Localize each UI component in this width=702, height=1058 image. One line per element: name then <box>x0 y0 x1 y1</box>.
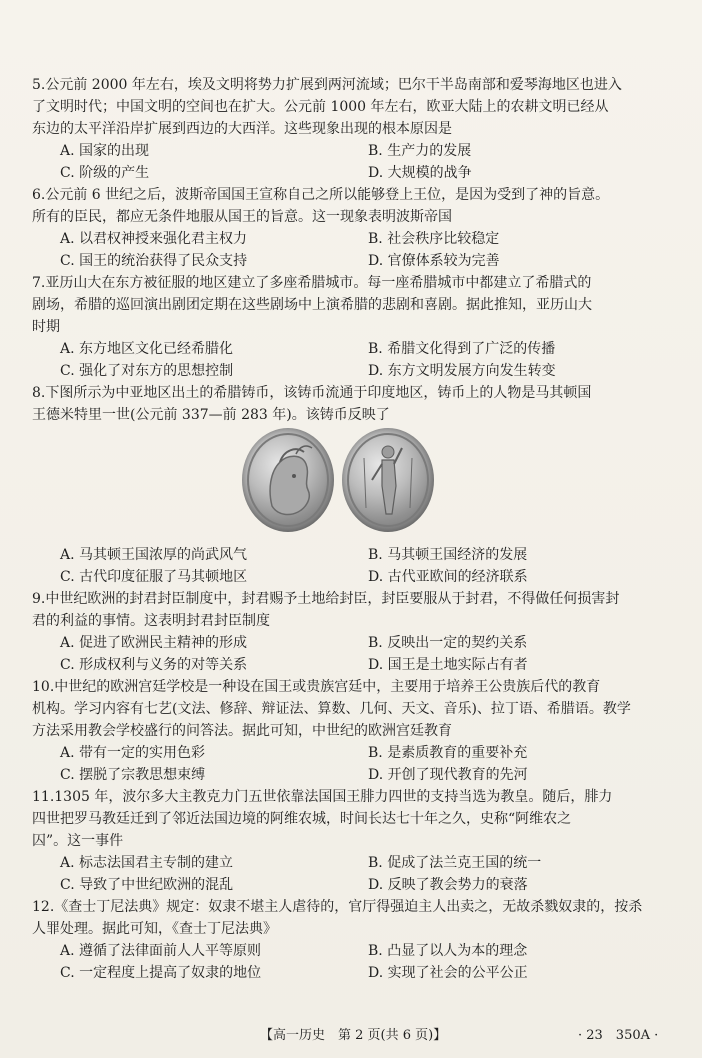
question-10-stem-line-1: 10.中世纪的欧洲宫廷学校是一种设在国王或贵族宫廷中，主要用于培养王公贵族后代的教育 <box>32 679 601 695</box>
question-5-option-b: B. 生产力的发展 <box>368 143 472 159</box>
question-6-option-b: B. 社会秩序比较稳定 <box>368 231 500 247</box>
question-10-options <box>60 742 672 786</box>
question-5-option-a: A. 国家的出现 <box>60 143 150 159</box>
question-11-stem-line-2: 四世把罗马教廷迁到了邻近法国边境的阿维农城，时间长达七十年之久，史称“阿维农之 <box>32 811 572 827</box>
question-10-option-c: C. 摆脱了宗教思想束缚 <box>60 767 206 783</box>
question-10-stem-line-2: 机构。学习内容有七艺(文法、修辞、辩证法、算数、几何、天文、音乐)、拉丁语、希腊语。教学 <box>32 701 631 717</box>
question-9-option-d: D. 国王是土地实际占有者 <box>368 657 528 673</box>
question-8-option-a: A. 马其顿王国浓厚的尚武风气 <box>60 547 248 563</box>
question-6-stem-line-1: 6.公元前 6 世纪之后，波斯帝国国王宣称自己之所以能够登上王位，是因为受到了神的旨意。 <box>32 187 610 203</box>
question-7 <box>32 272 672 382</box>
question-5-option-d: D. 大规模的战争 <box>368 165 472 181</box>
coin-reverse-image <box>342 428 434 532</box>
question-12-option-a: A. 遵循了法律面前人人平等原则 <box>60 943 262 959</box>
question-11-stem-line-1: 11.1305 年，波尔多大主教克力门五世依靠法国国王腓力四世的支持当选为教皇。随后，腓力 <box>32 789 613 805</box>
question-7-stem-line-2: 剧场，希腊的巡回演出剧团定期在这些剧场中上演希腊的悲剧和喜剧。据此推知，亚历山大 <box>32 297 592 313</box>
question-12-stem-line-2: 人罪处理。据此可知，《查士丁尼法典》 <box>32 921 277 937</box>
coin-figure <box>32 428 672 538</box>
question-12-option-c: C. 一定程度上提高了奴隶的地位 <box>60 965 262 981</box>
question-8 <box>32 382 672 588</box>
question-9-stem-line-2: 君的利益的事情。这表明封君封臣制度 <box>32 613 270 629</box>
question-8-options <box>60 544 672 588</box>
question-6 <box>32 184 672 272</box>
question-5-stem-line-2: 了文明时代；中国文明的空间也在扩大。公元前 1000 年左右，欧亚大陆上的农耕文明已经从 <box>32 99 609 115</box>
question-11-stem-line-3: 囚”。这一事件 <box>32 833 124 849</box>
coin-obverse-image <box>242 428 334 532</box>
question-11-options <box>60 852 672 896</box>
question-11-option-d: D. 反映了教会势力的衰落 <box>368 877 528 893</box>
question-7-option-c: C. 强化了对东方的思想控制 <box>60 363 234 379</box>
question-11-option-c: C. 导致了中世纪欧洲的混乱 <box>60 877 234 893</box>
question-5-stem-line-1: 5.公元前 2000 年左右，埃及文明将势力扩展到两河流域；巴尔干半岛南部和爱琴海地区也进入 <box>32 77 622 93</box>
question-7-stem-line-1: 7.亚历山大在东方被征服的地区建立了多座希腊城市。每一座希腊城市中都建立了希腊式的 <box>32 275 592 291</box>
question-9-option-b: B. 反映出一定的契约关系 <box>368 635 528 651</box>
question-8-stem-line-1: 8.下图所示为中亚地区出土的希腊铸币，该铸币流通于印度地区，铸币上的人物是马其顿国 <box>32 385 592 401</box>
question-10-option-d: D. 开创了现代教育的先河 <box>368 767 528 783</box>
question-10-stem-line-3: 方法采用教会学校盛行的问答法。据此可知，中世纪的欧洲宫廷教育 <box>32 723 452 739</box>
question-11 <box>32 786 672 896</box>
question-6-option-a: A. 以君权神授来强化君主权力 <box>60 231 248 247</box>
question-8-option-b: B. 马其顿王国经济的发展 <box>368 547 528 563</box>
question-12-options <box>60 940 672 984</box>
question-11-option-a: A. 标志法国君主专制的建立 <box>60 855 234 871</box>
footer-code: · 23 350A · <box>578 1028 659 1043</box>
question-10-option-b: B. 是素质教育的重要补充 <box>368 745 528 761</box>
coin-standing-figure-icon <box>342 428 434 532</box>
question-7-option-b: B. 希腊文化得到了广泛的传播 <box>368 341 556 357</box>
question-9-option-c: C. 形成权利与义务的对等关系 <box>60 657 248 673</box>
question-7-option-a: A. 东方地区文化已经希腊化 <box>60 341 234 357</box>
question-9-option-a: A. 促进了欧洲民主精神的形成 <box>60 635 248 651</box>
question-10-option-a: A. 带有一定的实用色彩 <box>60 745 206 761</box>
question-5-stem-line-3: 东边的太平洋沿岸扩展到西边的大西洋。这些现象出现的根本原因是 <box>32 121 452 137</box>
footer-page-info: 【高一历史 第 2 页(共 6 页)】 <box>260 1028 447 1043</box>
question-8-option-c: C. 古代印度征服了马其顿地区 <box>60 569 248 585</box>
question-12-option-b: B. 凸显了以人为本的理念 <box>368 943 528 959</box>
question-7-options <box>60 338 672 382</box>
question-6-option-d: D. 官僚体系较为完善 <box>368 253 500 269</box>
question-6-options <box>60 228 672 272</box>
page-footer <box>0 1024 702 1044</box>
question-8-stem-line-2: 王德米特里一世(公元前 337—前 283 年)。该铸币反映了 <box>32 407 390 423</box>
question-list <box>32 74 672 984</box>
question-12-option-d: D. 实现了社会的公平公正 <box>368 965 528 981</box>
question-9 <box>32 588 672 676</box>
question-6-stem-line-2: 所有的臣民，都应无条件地服从国王的旨意。这一现象表明波斯帝国 <box>32 209 452 225</box>
question-7-option-d: D. 东方文明发展方向发生转变 <box>368 363 556 379</box>
question-5-options <box>60 140 672 184</box>
question-5 <box>32 74 672 184</box>
question-9-options <box>60 632 672 676</box>
question-7-stem-line-3: 时期 <box>32 319 60 335</box>
question-12-stem-line-1: 12.《查士丁尼法典》规定：奴隶不堪主人虐待的，官厅得强迫主人出卖之，无故杀戮奴隶的，按杀 <box>32 899 643 915</box>
question-9-stem-line-1: 9.中世纪欧洲的封君封臣制度中，封君赐予土地给封臣，封臣要服从于封君，不得做任何损害封 <box>32 591 620 607</box>
question-10 <box>32 676 672 786</box>
question-11-option-b: B. 促成了法兰克王国的统一 <box>368 855 542 871</box>
question-6-option-c: C. 国王的统治获得了民众支持 <box>60 253 248 269</box>
question-5-option-c: C. 阶级的产生 <box>60 165 150 181</box>
question-8-option-d: D. 古代亚欧间的经济联系 <box>368 569 528 585</box>
question-12 <box>32 896 672 984</box>
coin-portrait-icon <box>242 428 334 532</box>
